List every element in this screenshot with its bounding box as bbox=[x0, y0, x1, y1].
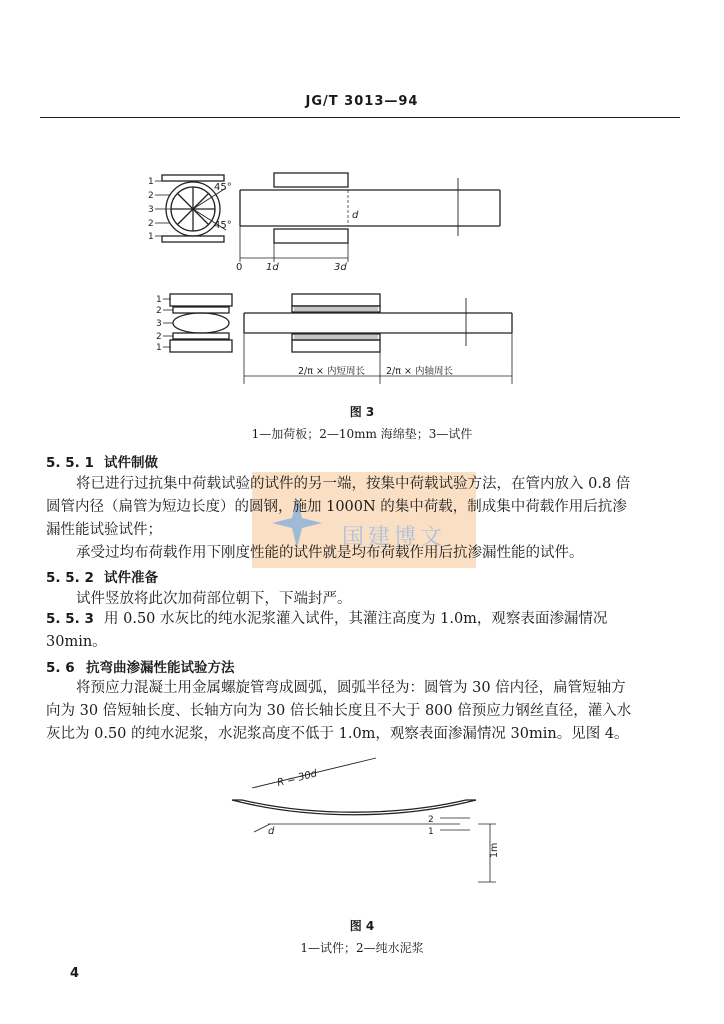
watermark-text: 国建博文 bbox=[342, 525, 447, 550]
para-5-6-line2: 向为 30 倍短轴长度、长轴方向为 30 倍长轴长度且不大于 800 倍预应力钢丝直径，灌入水 bbox=[46, 703, 632, 719]
bent-tube-inner bbox=[242, 800, 466, 812]
dim-zero: 0 bbox=[236, 262, 243, 273]
para-5-5-3-line2: 30min。 bbox=[46, 634, 107, 650]
section-number: 5. 5. 1 bbox=[46, 455, 94, 471]
fig4-label-2: 2 bbox=[428, 815, 434, 825]
figure-4-caption: 图 4 bbox=[349, 919, 375, 933]
section-title: 试件准备 bbox=[104, 570, 158, 586]
section-number: 5. 6 bbox=[46, 660, 75, 676]
height-label: 1m bbox=[489, 842, 500, 858]
dim-1d: 1d bbox=[266, 262, 279, 273]
diameter-mark: d bbox=[352, 210, 359, 221]
section-number: 5. 5. 2 bbox=[46, 570, 94, 586]
para-5-5-1-line1: 将已进行过抗集中荷载试验的试件的另一端，按集中荷载试验方法，在管内放入 0.8 倍 bbox=[76, 476, 631, 492]
para-5-5-1-line2: 圆管内径（扁管为短边长度）的圆钢，施加 1000N 的集中荷载，制成集中荷载作用后抗渗 bbox=[46, 499, 627, 515]
figure-3-caption: 图 3 bbox=[349, 405, 375, 419]
radius-label: R = 30d bbox=[276, 768, 319, 789]
side-label-top-3: 3 bbox=[148, 205, 154, 215]
side-label-top-2: 2 bbox=[148, 191, 154, 201]
figure-4-legend: 1—试件；2—纯水泥浆 bbox=[300, 941, 424, 955]
side-label-bottom-3: 3 bbox=[156, 319, 162, 329]
para-5-5-1-p2: 承受过均布荷载作用下刚度性能的试件就是均布荷载作用后抗渗漏性能的试件。 bbox=[76, 545, 584, 561]
label-inner-long: 2/π × 内轴周长 bbox=[386, 366, 453, 377]
para-5-5-3-line1: 用 0.50 水灰比的纯水泥浆灌入试件，其灌注高度为 1.0m，观察表面渗漏情况 bbox=[104, 611, 608, 627]
tube-diameter-mark: d bbox=[268, 826, 275, 837]
label-inner-short: 2/π × 内短周长 bbox=[298, 366, 365, 377]
section-title: 抗弯曲渗漏性能试验方法 bbox=[86, 660, 235, 676]
side-label-bottom-1: 1 bbox=[156, 295, 162, 305]
side-label-bottom-5: 1 bbox=[156, 343, 162, 353]
side-label-bottom-2: 2 bbox=[156, 306, 162, 316]
section-title: 试件制做 bbox=[104, 455, 158, 471]
side-label-top-1: 1 bbox=[148, 177, 154, 187]
angle-label-bottom: 45° bbox=[214, 220, 232, 231]
side-label-top-4: 2 bbox=[148, 219, 154, 229]
standard-code-header: JG/T 3013—94 bbox=[305, 94, 419, 109]
angle-label-top: 45° bbox=[214, 182, 232, 193]
side-label-top-5: 1 bbox=[148, 232, 154, 242]
figure-3-legend: 1—加荷板；2—10mm 海绵垫；3—试件 bbox=[251, 427, 473, 441]
para-5-6-line1: 将预应力混凝土用金属螺旋管弯成圆弧，圆弧半径为：圆管为 30 倍内径，扁管短轴方 bbox=[76, 680, 626, 696]
page-number: 4 bbox=[70, 966, 80, 981]
para-5-6-line3: 灰比为 0.50 的纯水泥浆，水泥浆高度不低于 1.0m，观察表面渗漏情况 30min。见图 4。 bbox=[46, 726, 629, 742]
fig4-label-1: 1 bbox=[428, 827, 434, 837]
dim-3d: 3d bbox=[334, 262, 347, 273]
section-number: 5. 5. 3 bbox=[46, 611, 94, 627]
para-5-5-1-line3: 漏性能试验试件； bbox=[46, 522, 162, 538]
side-label-bottom-4: 2 bbox=[156, 332, 162, 342]
para-5-5-2: 试件竖放将此次加荷部位朝下，下端封严。 bbox=[76, 591, 352, 607]
